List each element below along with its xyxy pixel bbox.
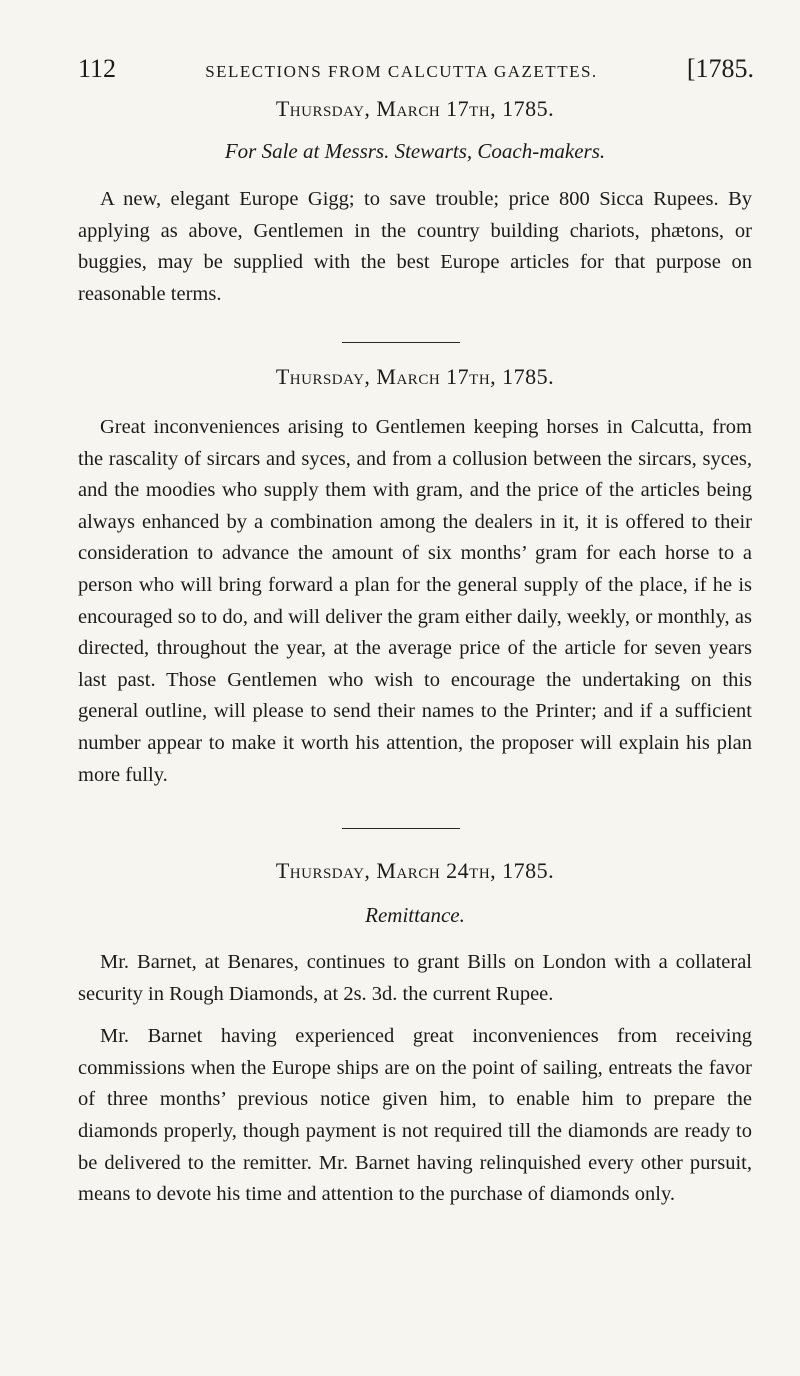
- notice-3-date: Thursday, March 24th, 1785.: [275, 858, 555, 883]
- page-number: 112: [78, 54, 117, 83]
- running-head: [78, 54, 754, 84]
- notice-3-paragraph-1: Mr. Barnet, at Benares, continues to grant Bills on London with a collateral security in Rough Diamonds, at 2s. 3d. the current Rupee.: [78, 951, 752, 1005]
- notice-1-subtitle: For Sale at Messrs. Stewarts, Coach-makers.: [224, 139, 606, 163]
- notice-2-date: Thursday, March 17th, 1785.: [275, 364, 555, 389]
- notice-3-subtitle: Remittance.: [365, 903, 465, 927]
- notice-2: [78, 364, 752, 791]
- year-label: [1785.: [686, 54, 754, 83]
- book-title: SELECTIONS FROM CALCUTTA GAZETTES.: [205, 62, 598, 81]
- section-divider: [342, 342, 460, 343]
- notice-3: [78, 858, 752, 1211]
- notice-3-paragraph-2: Mr. Barnet having experienced great inconveniences from receiving commissions when the Europe ships are on the point of sailing, entreats the favor of three months’ previous notice given him, to enable him to prepare the diamonds properly, though payment is not required till the diamonds are ready to be delivered to the remitter. Mr. Barnet having relinquished every other pursuit, means to devote his time and attention to the purchase of diamonds only.: [78, 1025, 752, 1206]
- section-divider: [342, 828, 460, 829]
- notice-1-date: Thursday, March 17th, 1785.: [275, 96, 555, 121]
- notice-2-paragraph: Great inconveniences arising to Gentlemen keeping horses in Calcutta, from the rascality of sircars and syces, and from a collusion between the sircars, syces, and the moodies who supply them with gram, and the price of the articles being always enhanced by a combination among the dealers in it, it is offered to their consideration to advance the amount of six months’ gram for each horse to a person who will bring forward a plan for the general supply of the place, if he is encouraged so to do, and will deliver the gram either daily, weekly, or monthly, as directed, throughout the year, at the average price of the article for seven years last past. Those Gentlemen who wish to encourage the undertaking on this general outline, will please to send their names to the Printer; and if a sufficient number appear to make it worth his attention, the proposer will explain his plan more fully.: [78, 416, 752, 786]
- notice-1-paragraph: A new, elegant Europe Gigg; to save trouble; price 800 Sicca Rupees. By applying as above, Gentlemen in the country building chariots, phætons, or buggies, may be supplied with the best Europe articles for that purpose on reasonable terms.: [78, 188, 752, 305]
- notice-1: [78, 96, 752, 310]
